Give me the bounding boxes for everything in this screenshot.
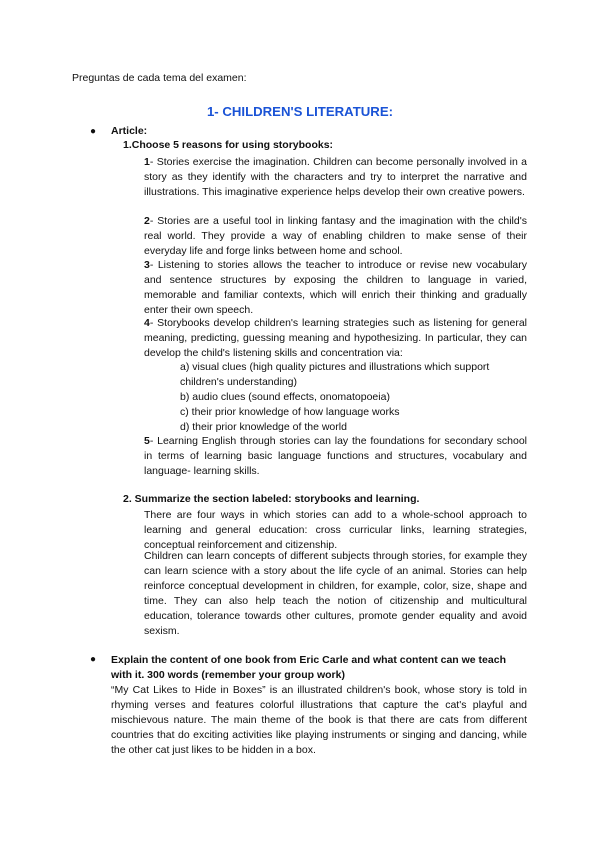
- section-title: 1- CHILDREN'S LITERATURE:: [206, 104, 394, 119]
- summary-paragraph-2: Children can learn concepts of different subjects through stories, for example they can learn science with a story about the life cycle of an animal. Stories can help reinforce conceptual development in children, for example, color, size, shape and time. They can also help teach the notion of citizenship and multicultural education, tolerance towards other cultures, promote gender equality and avoid sexism.: [144, 550, 527, 637]
- intro-line: Preguntas de cada tema del examen:: [72, 72, 247, 84]
- reason-number: 1: [144, 156, 150, 168]
- reason-5: [144, 434, 527, 479]
- article-label: Article:: [111, 125, 148, 137]
- bullet-article: ●: [90, 126, 97, 137]
- reason-1: [144, 155, 527, 200]
- eric-carle-body: “My Cat Likes to Hide in Boxes” is an illustrated children's book, whose story is told in rhyming verses and features colorful illustrations that capture the cat's playful and mischievous nature. The main theme of the book is that there are cats from different countries that do exciting activities like playing instruments or singing and dancing, while the other cat just likes to be hidden in a box.: [111, 684, 527, 756]
- subitem-a: a) visual clues (high quality pictures and illustrations which support children's understanding): [180, 361, 490, 388]
- subitem-b: b) audio clues (sound effects, onomatopoeia): [180, 391, 390, 403]
- reason-number: 5: [144, 435, 150, 447]
- reason-text: - Stories exercise the imagination. Children can become personally involved in a story as they identify with the characters and try to interpret the narrative and illustrations. This imaginative experience helps develop their own creative powers.: [144, 156, 527, 198]
- question-1-heading: 1.Choose 5 reasons for using storybooks:: [123, 139, 334, 151]
- reason-text: - Storybooks develop children's learning strategies such as listening for general meaning, predicting, guessing meaning and hypothesizing. In particular, they can develop the child's listening skills and concentration via:: [144, 317, 527, 359]
- reason-number: 3: [144, 259, 150, 271]
- eric-carle-heading: Explain the content of one book from Eric Carle and what content can we teach with it. 300 words (remember your group work): [111, 654, 506, 681]
- reason-4: [144, 316, 527, 361]
- subitem-c: c) their prior knowledge of how language works: [180, 406, 400, 418]
- bullet-eric-carle: ●: [90, 654, 97, 665]
- eric-carle-section: [111, 653, 527, 758]
- reason-text: - Learning English through stories can lay the foundations for secondary school in terms of learning basic language functions and structures, vocabulary and language- learning skills.: [144, 435, 527, 477]
- reason-text: - Stories are a useful tool in linking fantasy and the imagination with the child's real world. They provide a way of enabling children to make sense of their everyday life and forge links between home and school.: [144, 215, 527, 257]
- reason-number: 4: [144, 317, 150, 329]
- subitem-d: d) their prior knowledge of the world: [180, 421, 347, 433]
- reason-3: [144, 258, 527, 318]
- reason-2: [144, 214, 527, 259]
- reason-text: - Listening to stories allows the teacher to introduce or revise new vocabulary and sentence structures by exposing the children to language in varied, memorable and familiar contexts, which will enrich their thinking and gradually enter their own speech.: [144, 259, 527, 316]
- reason-number: 2: [144, 215, 150, 227]
- question-2-heading: 2. Summarize the section labeled: storybooks and learning.: [123, 493, 420, 505]
- summary-paragraph-1: There are four ways in which stories can add to a whole-school approach to learning and general education: cross curricular links, learning strategies, conceptual reinforcement and citizenship.: [144, 509, 527, 551]
